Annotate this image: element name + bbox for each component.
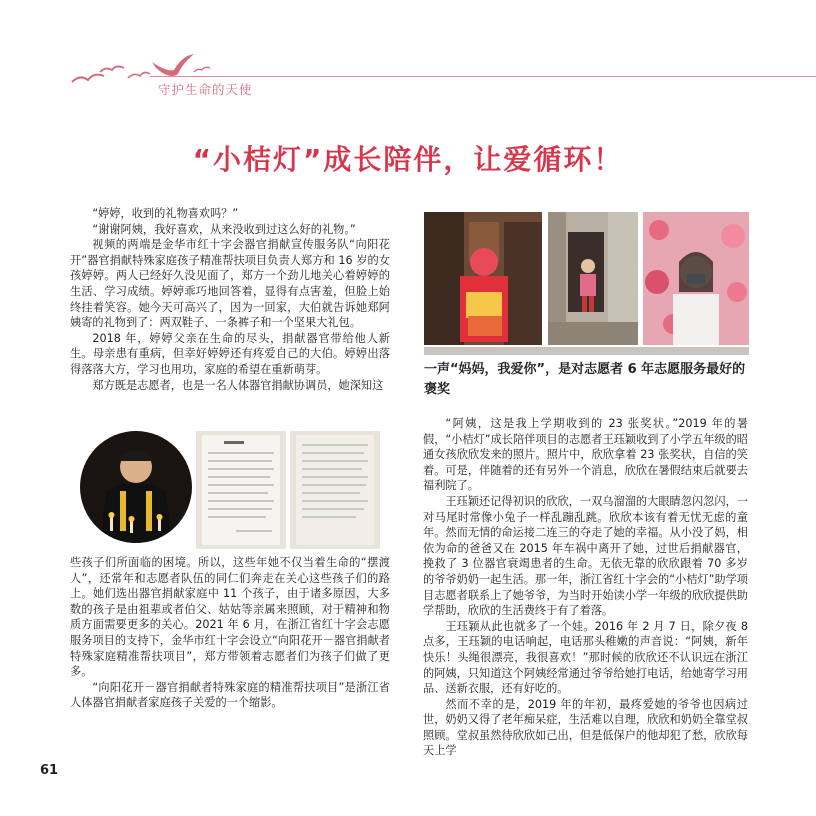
article-title: “小桔灯”成长陪伴，让爱循环！ <box>192 143 624 176</box>
photo-girl-with-certificates <box>424 212 542 345</box>
paragraph: 王珏颖还记得初识的欣欣，一双乌溜溜的大眼睛忽闪忽闪，一对马尾时常像小兔子一样乱蹦乱跳。欣欣本该有着无忧无虑的童年。然而无情的命运接二连三的夺走了她的幸福。从小没了妈，相依为命的爸爸又在 2015 年车祸中离开了她，过世后捐献器官，挽救了 3 位器官衰竭患者的生命。无依无靠的欣欣跟着 70 多岁的爷爷奶奶一起生活。那一年，浙江省红十字会的“小桔灯”助学项目志愿者联系上了她爷爷，为当时开始读小学一年级的欣欣提供助学帮助，欣欣的生活费终于有了着落。 <box>423 494 748 618</box>
page-header <box>0 0 816 110</box>
paragraph: “向阳花开－器官捐献者特殊家庭的精准帮扶项目”是浙江省人体器官捐献者家庭孩子关爱的一个缩影。 <box>70 680 390 710</box>
paragraph: 然而不幸的是，2019 年的年初，最疼爱她的爷爷也因病过世，奶奶又得了老年痴呆症，生活难以自理，欣欣和奶奶全靠堂叔照顾。堂叔虽然待欣欣如己出，但是低保户的他却犯了愁，欣欣每天上学 <box>423 697 748 758</box>
photo-caption: 一声“妈妈，我爱你”，是对志愿者 6 年志愿服务最好的褒奖 <box>424 362 746 397</box>
paragraph: 2018 年，婷婷父亲在生命的尽头，捐献器官带给他人新生。母亲患有重病，但幸好婷婷还有疼爱自己的大伯。婷婷出落得落落大方，学习也用功，家庭的希望在重新萌芽。 <box>70 331 390 376</box>
caption-bar <box>424 347 749 355</box>
section-title: 守护生命的天使 <box>158 82 253 97</box>
header-rule <box>150 76 816 77</box>
paragraph: “婷婷，收到的礼物喜欢吗？” <box>92 207 239 220</box>
photo-girl-doorway <box>548 212 638 345</box>
page-number: 61 <box>40 763 59 778</box>
photo-girl-with-flowers <box>643 212 749 345</box>
paragraph: 王珏颖从此也就多了一个娃。2016 年 2 月 7 日，除夕夜 8 点多，王珏颖的电话响起，电话那头稚嫩的声音说：“阿姨，新年快乐！头绳很漂亮，我很喜欢！”那时候的欣欣还不认识远在浙江的阿姨，只知道这个阿姨经常通过爷爷给她打电话，给她寄学习用品、送新衣服，还有好吃的。 <box>423 619 748 696</box>
photo-handwritten-letter-2 <box>290 431 380 549</box>
left-column-bottom <box>70 555 390 711</box>
photo-boy-birthday-candles <box>80 431 192 543</box>
paragraph: 些孩子们所面临的困境。所以，这些年她不仅当着生命的“摆渡人”，还常年和志愿者队伍的同仁们奔走在关心这些孩子们的路上。她们选出器官捐献家庭中 11 个孩子，由于诸多原因，大多数的孩子是由祖辈或者伯父、姑姑等亲属来照顾，对于精神和物质方面需要更多的关心。2021 年 6 月，在浙江省红十字会志愿服务项目的支持下，金华市红十字会设立“向阳花开－器官捐献者特殊家庭精准帮扶项目”，郑方带领着志愿者们为孩子们做了更多。 <box>70 556 390 679</box>
paragraph: 郑方既是志愿者，也是一名人体器官捐献协调员，她深知这 <box>92 378 384 392</box>
left-column-top <box>70 206 390 393</box>
paragraph: “阿姨，这是我上学期收到的 23 张奖状。”2019 年的暑假，“小桔灯”成长陪伴项目的志愿者王珏颖收到了小学五年级的昭通女孩欣欣发来的照片。照片中，欣欣拿着 23 张奖状，自信的笑着。可是，伴随着的还有另外一个消息，欣欣在暑假结束后就要去福利院了。 <box>423 417 748 493</box>
paragraph: “谢谢阿姨，我好喜欢，从来没收到过这么好的礼物。” <box>92 222 356 236</box>
right-column <box>423 416 748 759</box>
photo-handwritten-letter-1 <box>196 431 286 549</box>
paragraph: 视频的两端是金华市红十字会器官捐献宣传服务队“向阳花开”器官捐献特殊家庭孩子精准帮扶项目负责人郑方和 16 岁的女孩婷婷。两人已经好久没见面了，郑方一个劲儿地关心着婷婷的生活、学习成绩。婷婷乖巧地回答着，显得有点害羞，但脸上始终挂着笑容。她今天可高兴了，因为一回家，大伯就告诉她郑阿姨寄的礼物到了：两双鞋子、一条裤子和一个坚果大礼包。 <box>70 238 390 330</box>
